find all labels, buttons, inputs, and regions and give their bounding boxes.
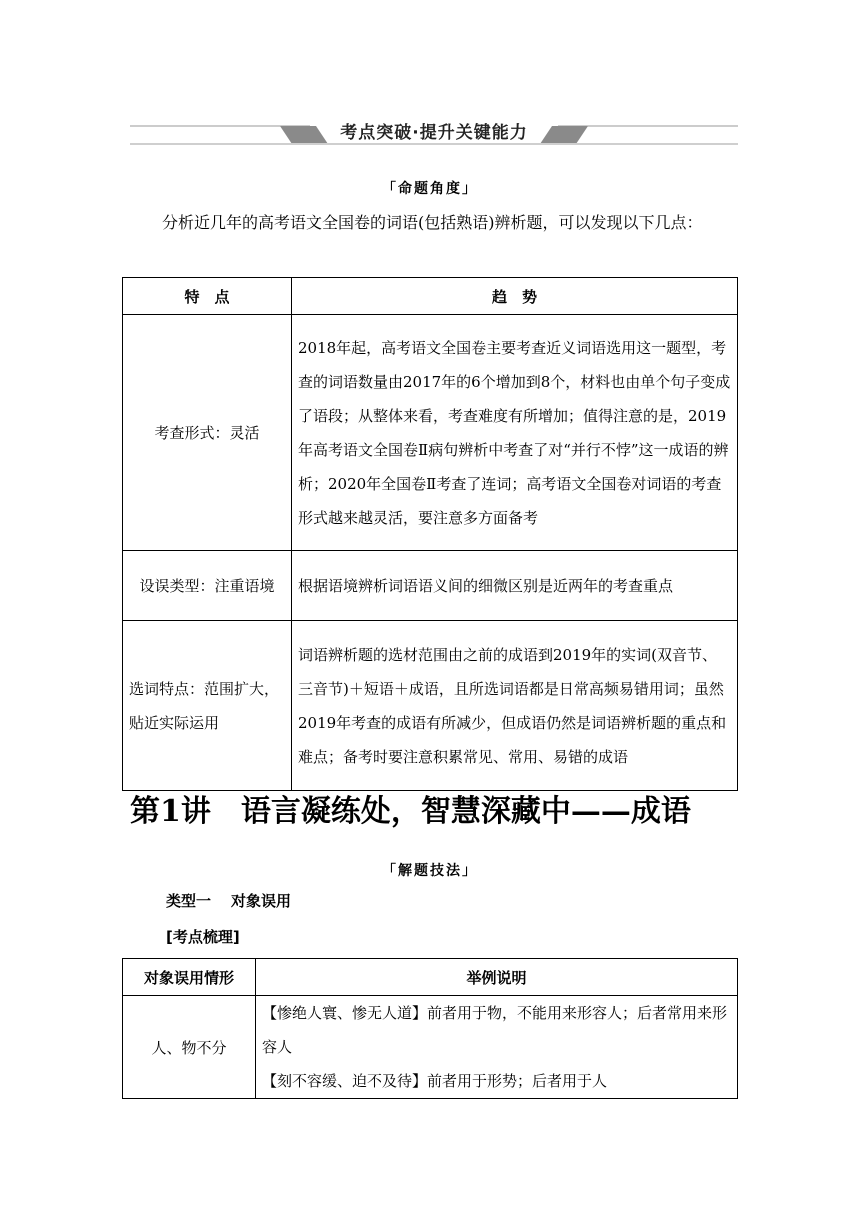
type-label: 类型一 <box>166 892 212 910</box>
table-row <box>123 315 738 551</box>
lecture-number: 第1讲 <box>130 794 211 829</box>
type-name: 对象误用 <box>231 892 292 910</box>
table-row <box>123 621 738 791</box>
table-header-row <box>123 959 738 996</box>
features-table <box>122 277 738 791</box>
table-row <box>123 551 738 621</box>
header-case: 对象误用情形 <box>123 959 256 996</box>
misuse-table <box>122 958 738 1099</box>
banner-title: 考点突破·提升关键能力 <box>340 123 528 143</box>
header-feature: 特 点 <box>123 278 292 315</box>
feature-cell: 选词特点：范围扩大，贴近实际运用 <box>123 621 292 791</box>
intro-paragraph: 分析近几年的高考语文全国卷的词语(包括熟语)辨析题，可以发现以下几点： <box>162 213 703 232</box>
trend-cell: 词语辨析题的选材范围由之前的成语到2019年的实词(双音节、三音节)＋短语＋成语，且所选词语都是日常高频易错用词；虽然2019年考查的成语有所减少，但成语仍然是词语辨析题的重点和难点；备考时要注意积累常见、常用、易错的成语 <box>292 621 738 791</box>
section-banner <box>130 114 738 148</box>
feature-cell: 设误类型：注重语境 <box>123 551 292 621</box>
example-line: 【惨绝人寰、惨无人道】前者用于物，不能用来形容人；后者常用来形容人 <box>262 1004 728 1056</box>
section-tag-proposition: 「命题角度」 <box>382 181 478 197</box>
case-cell: 人、物不分 <box>123 996 256 1099</box>
feature-cell: 考查形式：灵活 <box>123 315 292 551</box>
example-line: 【刻不容缓、迫不及待】前者用于形势；后者用于人 <box>262 1072 608 1090</box>
example-cell <box>256 996 738 1099</box>
subsection-heading: [考点梳理] <box>166 928 240 946</box>
section-tag-techniques: 「解题技法」 <box>382 863 478 879</box>
lecture-title: 语言凝练处，智慧深藏中——成语 <box>240 794 691 829</box>
trend-cell: 2018年起，高考语文全国卷主要考查近义词语选用这一题型，考查的词语数量由2017年的6个增加到8个，材料也由单个句子变成了语段；从整体来看，考查难度有所增加；值得注意的是，2019年高考语文全国卷Ⅱ病句辨析中考查了对“并行不悖”这一成语的辨析；2020年全国卷Ⅱ考查了连词；高考语文全国卷对词语的考查形式越来越灵活，要注意多方面备考 <box>292 315 738 551</box>
table-header-row <box>123 278 738 315</box>
header-trend: 趋 势 <box>292 278 738 315</box>
header-example: 举例说明 <box>256 959 738 996</box>
lecture-heading <box>130 786 691 830</box>
table-row <box>123 996 738 1099</box>
type-heading <box>166 890 291 911</box>
trend-cell: 根据语境辨析词语语义间的细微区别是近两年的考查重点 <box>292 551 738 621</box>
